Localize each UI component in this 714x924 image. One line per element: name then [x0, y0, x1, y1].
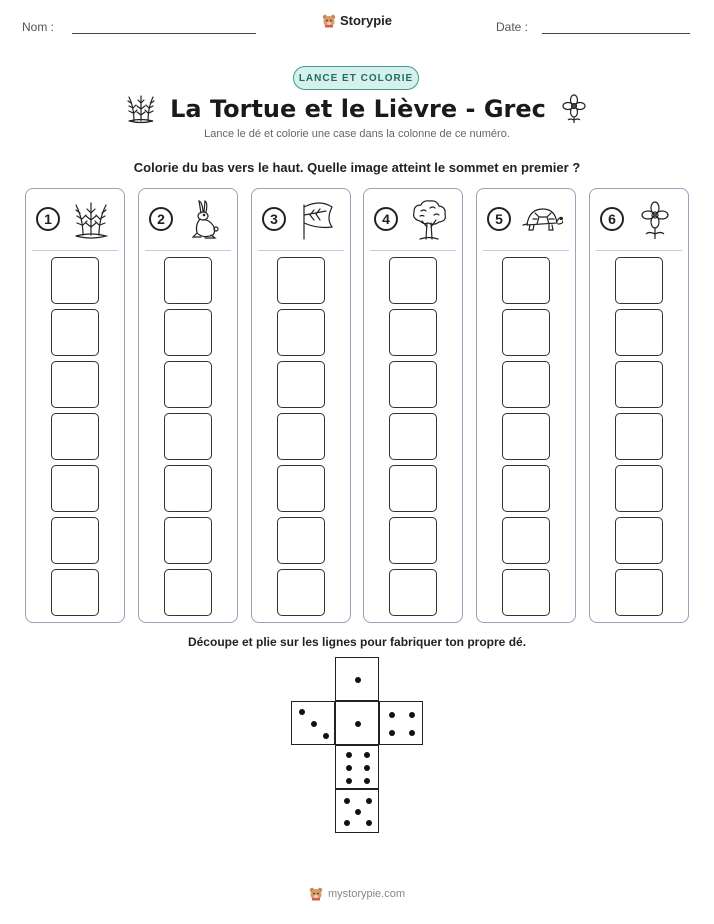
die-face-5: [335, 789, 379, 833]
column-1: [25, 188, 125, 623]
color-box[interactable]: [615, 569, 663, 616]
color-box[interactable]: [51, 465, 99, 512]
die-pip: [346, 778, 352, 784]
name-line: [72, 33, 256, 34]
column-header: [139, 199, 237, 243]
column-4: [363, 188, 463, 623]
footer-url: mystorypie.com: [327, 888, 406, 900]
subtitle: Lance le dé et colorie une case dans la colonne de ce numéro.: [204, 128, 510, 140]
die-pip: [409, 730, 415, 736]
activity-badge: LANCE ET COLORIE: [293, 66, 419, 90]
color-box[interactable]: [51, 569, 99, 616]
color-box[interactable]: [389, 361, 437, 408]
cut-instruction: Découpe et plie sur les lignes pour fabriquer ton propre dé.: [187, 635, 527, 649]
color-box[interactable]: [277, 413, 325, 460]
color-box[interactable]: [389, 309, 437, 356]
die-pip: [346, 765, 352, 771]
column-number: 4: [374, 207, 398, 231]
color-box[interactable]: [389, 465, 437, 512]
color-box[interactable]: [51, 257, 99, 304]
column-3: [251, 188, 351, 623]
color-box[interactable]: [164, 257, 212, 304]
die-face-1: [335, 701, 379, 745]
color-box[interactable]: [615, 465, 663, 512]
tree-icon: [408, 199, 450, 241]
column-divider: [145, 250, 231, 251]
column-number: 1: [36, 207, 60, 231]
color-box[interactable]: [164, 569, 212, 616]
color-box[interactable]: [389, 413, 437, 460]
die-pip: [409, 712, 415, 718]
color-box[interactable]: [615, 517, 663, 564]
footer: [0, 887, 714, 906]
column-divider: [258, 250, 344, 251]
color-box[interactable]: [164, 465, 212, 512]
color-box[interactable]: [164, 413, 212, 460]
name-label: Nom :: [22, 20, 55, 34]
die-face-6: [335, 745, 379, 789]
tortoise-icon: [521, 199, 563, 241]
color-box[interactable]: [51, 309, 99, 356]
die-pip: [364, 778, 370, 784]
die-pip: [344, 820, 350, 826]
color-box[interactable]: [277, 465, 325, 512]
color-box[interactable]: [51, 517, 99, 564]
color-box[interactable]: [277, 309, 325, 356]
color-box[interactable]: [389, 517, 437, 564]
die-face-3: [291, 701, 335, 745]
die-pip: [366, 820, 372, 826]
die-pip: [366, 798, 372, 804]
die-pip: [346, 752, 352, 758]
color-box[interactable]: [502, 569, 550, 616]
column-2: [138, 188, 238, 623]
color-box[interactable]: [502, 517, 550, 564]
date-label: Date :: [496, 20, 529, 34]
column-header: [252, 199, 350, 243]
column-header: [364, 199, 462, 243]
die-pip: [389, 712, 395, 718]
color-box[interactable]: [164, 361, 212, 408]
flower-icon: [634, 199, 676, 241]
column-header: [26, 199, 124, 243]
color-box[interactable]: [389, 569, 437, 616]
die-pip: [355, 809, 361, 815]
color-box[interactable]: [615, 361, 663, 408]
column-number: 6: [600, 207, 624, 231]
color-box[interactable]: [277, 569, 325, 616]
color-box[interactable]: [164, 517, 212, 564]
color-box[interactable]: [502, 309, 550, 356]
brand-name: Storypie: [339, 13, 392, 28]
hare-icon: [183, 199, 225, 241]
die-pip: [364, 765, 370, 771]
page-title: La Tortue et le Lièvre - Grec: [170, 95, 546, 123]
color-box[interactable]: [277, 361, 325, 408]
date-line: [542, 33, 690, 34]
brand: [0, 13, 714, 33]
column-6: [589, 188, 689, 623]
die-pip: [323, 733, 329, 739]
color-box[interactable]: [389, 257, 437, 304]
column-5: [476, 188, 576, 623]
color-box[interactable]: [615, 413, 663, 460]
column-number: 3: [262, 207, 286, 231]
column-header: [590, 199, 688, 243]
die-pip: [311, 721, 317, 727]
column-divider: [483, 250, 569, 251]
title-row: [0, 92, 714, 126]
die-pip: [355, 677, 361, 683]
color-box[interactable]: [51, 413, 99, 460]
die-pip: [344, 798, 350, 804]
column-divider: [370, 250, 456, 251]
die-face-1: [335, 657, 379, 701]
color-box[interactable]: [615, 309, 663, 356]
column-divider: [596, 250, 682, 251]
die-pip: [355, 721, 361, 727]
column-number: 2: [149, 207, 173, 231]
bear-logo-icon: [309, 887, 323, 901]
fern-icon: [126, 93, 156, 125]
color-box[interactable]: [502, 465, 550, 512]
color-box[interactable]: [164, 309, 212, 356]
instruction: Colorie du bas vers le haut. Quelle image atteint le sommet en premier ?: [133, 160, 581, 175]
color-box[interactable]: [615, 257, 663, 304]
leaf-icon: [296, 199, 338, 241]
color-box[interactable]: [502, 361, 550, 408]
flower-icon: [560, 94, 588, 124]
column-number: 5: [487, 207, 511, 231]
color-box[interactable]: [277, 517, 325, 564]
die-face-4: [379, 701, 423, 745]
color-box[interactable]: [502, 413, 550, 460]
color-box[interactable]: [277, 257, 325, 304]
die-pip: [299, 709, 305, 715]
die-pip: [364, 752, 370, 758]
column-divider: [32, 250, 118, 251]
die-pip: [389, 730, 395, 736]
color-box[interactable]: [51, 361, 99, 408]
color-box[interactable]: [502, 257, 550, 304]
column-header: [477, 199, 575, 243]
fern-icon: [70, 199, 112, 241]
bear-logo-icon: [322, 14, 336, 28]
